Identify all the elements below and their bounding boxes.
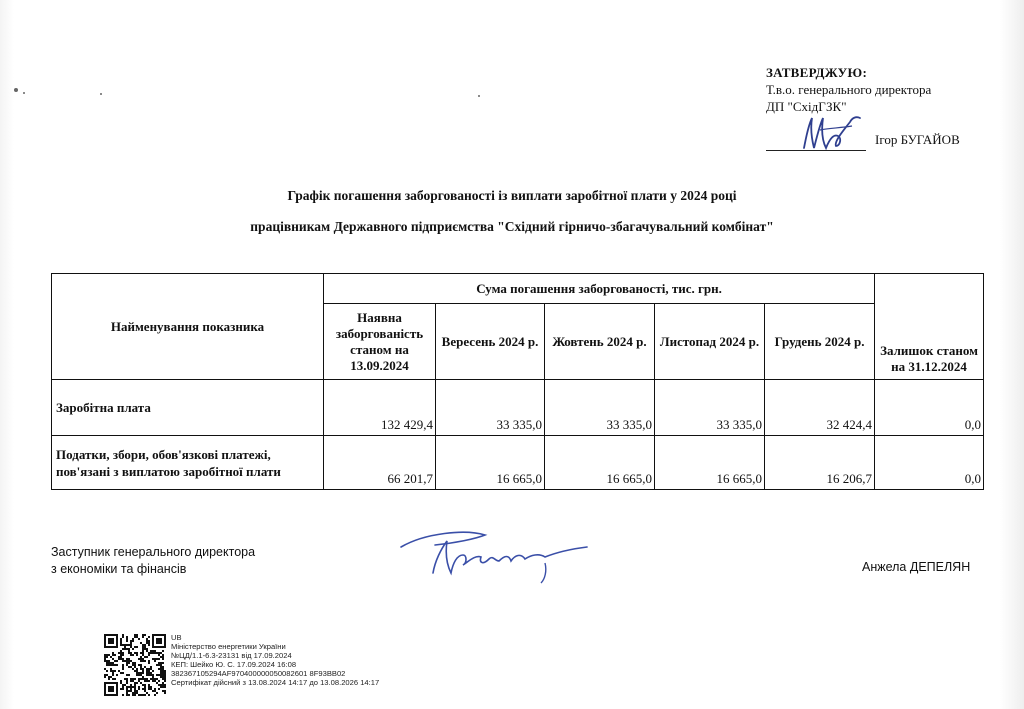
stamp-ministry: Міністерство енергетики України xyxy=(171,641,286,651)
deputy-signature xyxy=(395,525,595,585)
stamp-signer: КЕП: Шейко Ю. С. 17.09.2024 16:08 xyxy=(171,659,297,669)
cell-december: 16 206,7 xyxy=(765,436,875,490)
approval-position: Т.в.о. генерального директора xyxy=(766,82,932,97)
deputy-position-line2: з економіки та фінансів xyxy=(51,562,187,576)
cell-october: 16 665,0 xyxy=(545,436,655,490)
table-row xyxy=(52,380,984,436)
header-month-october: Жовтень 2024 р. xyxy=(545,304,655,380)
table-row xyxy=(52,436,984,490)
approval-org: ДП "СхідГЗК" xyxy=(766,99,847,114)
cell-debt: 132 429,4 xyxy=(324,380,436,436)
scan-speck xyxy=(23,92,25,94)
document-title-line1: Графік погашення заборгованості із виплати заробітної плати у 2024 році xyxy=(287,188,737,203)
stamp-serial: 382367105294AF970400000050082601 8F93BB02 xyxy=(171,668,346,678)
director-signature xyxy=(790,108,870,156)
cell-december: 32 424,4 xyxy=(765,380,875,436)
header-month-december: Грудень 2024 р. xyxy=(765,304,875,380)
scan-speck xyxy=(14,88,18,92)
cell-september: 33 335,0 xyxy=(436,380,545,436)
approval-name: Ігор БУГАЙОВ xyxy=(875,132,960,147)
document-title-line2: працівникам Державного підприємства "Східний гірничо-збагачувальний комбінат" xyxy=(250,219,774,234)
cell-november: 16 665,0 xyxy=(655,436,765,490)
scan-speck xyxy=(478,95,480,97)
electronic-signature-stamp xyxy=(171,634,379,687)
deputy-position-line1: Заступник генерального директора xyxy=(51,545,256,559)
header-balance: Залишок станом на 31.12.2024 xyxy=(875,274,984,380)
header-repayment-group: Сума погашення заборгованості, тис. грн. xyxy=(324,274,875,304)
approval-title: ЗАТВЕРДЖУЮ: xyxy=(766,65,868,80)
header-current-debt: Наявна заборгованість станом на 13.09.2024 xyxy=(324,304,436,380)
cell-debt: 66 201,7 xyxy=(324,436,436,490)
header-month-september: Вересень 2024 р. xyxy=(436,304,545,380)
header-indicator: Найменування показника xyxy=(52,274,324,380)
header-month-november: Листопад 2024 р. xyxy=(655,304,765,380)
cell-balance: 0,0 xyxy=(875,436,984,490)
cell-september: 16 665,0 xyxy=(436,436,545,490)
stamp-line: UB xyxy=(171,633,182,642)
qr-code xyxy=(104,634,166,696)
stamp-validity: Сертифікат дійсний з 13.08.2024 14:17 до 13.08.2026 14:17 xyxy=(171,677,380,687)
row-label-salary: Заробітна плата xyxy=(52,380,324,436)
deputy-position xyxy=(51,544,255,578)
cell-balance: 0,0 xyxy=(875,380,984,436)
deputy-name: Анжела ДЕПЕЛЯН xyxy=(862,560,971,574)
repayment-table xyxy=(51,273,984,490)
scan-speck xyxy=(100,93,102,95)
stamp-doc-number: №ЦД/1.1-6.3-23131 від 17.09.2024 xyxy=(171,650,292,660)
cell-november: 33 335,0 xyxy=(655,380,765,436)
cell-october: 33 335,0 xyxy=(545,380,655,436)
row-label-taxes: Податки, збори, обов'язкові платежі, пов'язані з виплатою заробітної плати xyxy=(52,436,324,490)
signature-line xyxy=(766,150,866,151)
